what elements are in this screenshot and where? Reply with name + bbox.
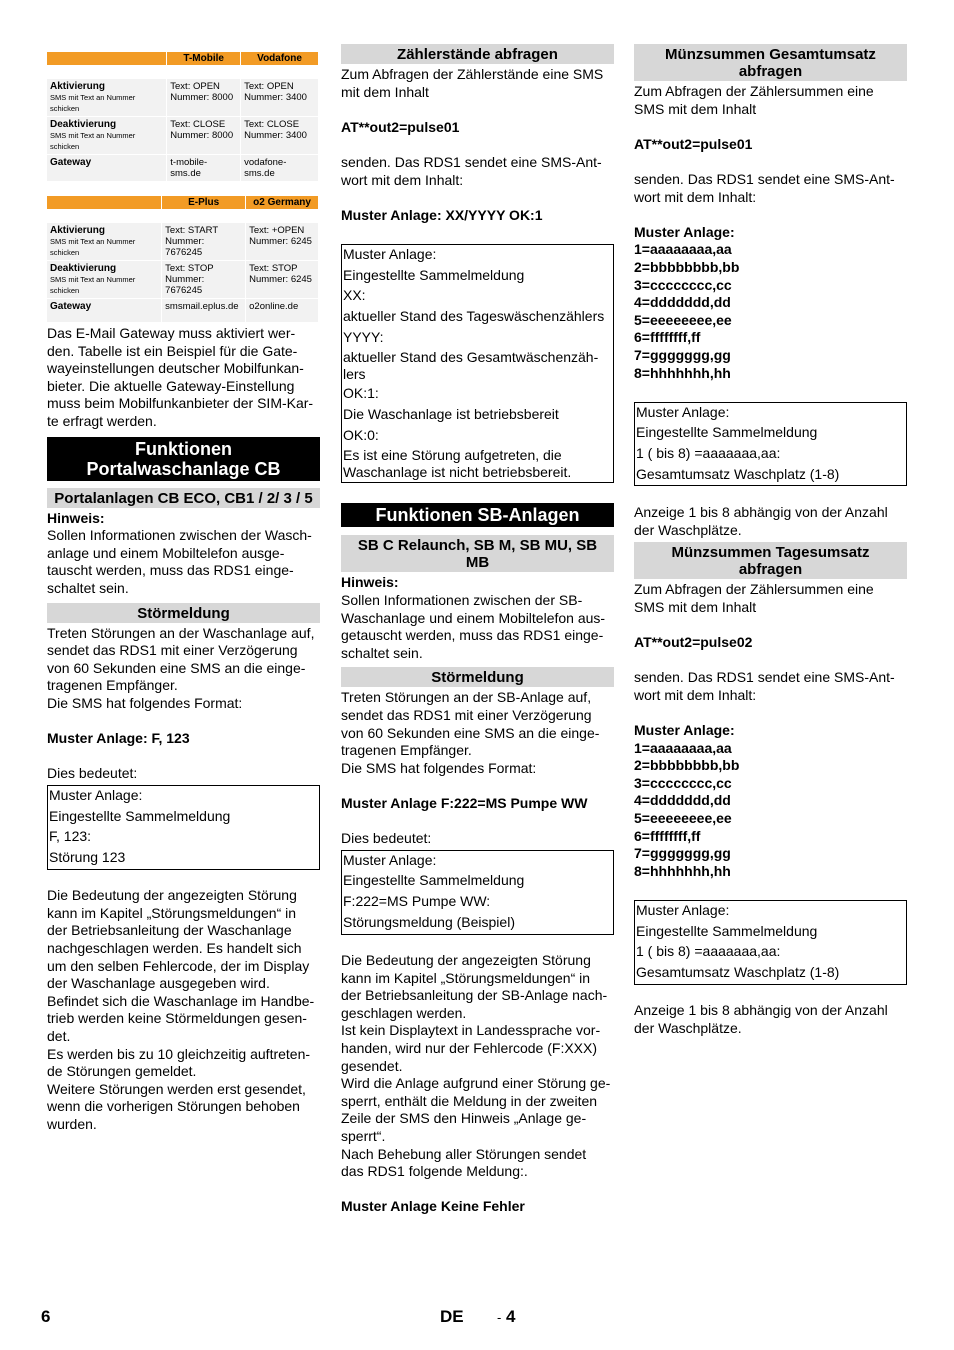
tagesumsatz-table bbox=[634, 900, 907, 985]
section-title-portal: Funktionen Portalwaschanlage CB bbox=[47, 437, 320, 481]
meaning-row: F, 123: bbox=[49, 828, 92, 845]
gateway-table-header bbox=[47, 196, 319, 209]
row-label: Aktivierung bbox=[50, 81, 106, 92]
hint-text: Sollen Informationen zwischen der SB- Waschanlage und einem Mobiltelefon aus- getauscht werden, muss das RDS1 einge- schaltet sein. bbox=[341, 592, 606, 661]
provider-name: E-Plus bbox=[162, 196, 246, 209]
tagesumsatz-row: Muster Anlage: bbox=[636, 901, 730, 918]
tagesumsatz-row: 1 ( bis 8) =aaaaaaa,aa: bbox=[636, 943, 781, 960]
cell: Text: STOP Nummer: 7676245 bbox=[162, 261, 246, 299]
gesamtumsatz-muster: Muster Anlage: 1=aaaaaaaa,aa 2=bbbbbbbb,bb 3=cccccccc,cc 4=ddddddd,dd 5=eeeeeeee,ee 6=ffffffff,ff 7=ggggggg,gg 8=hhhhhhh,hh bbox=[634, 223, 740, 381]
zaehler-table bbox=[341, 244, 614, 484]
gateway-row bbox=[47, 117, 319, 155]
cell: Text: START Nummer: 7676245 bbox=[162, 223, 246, 261]
cell: o2online.de bbox=[246, 299, 319, 323]
subsection-title-sb: SB C Relaunch, SB M, SB MU, SB MB bbox=[341, 535, 614, 572]
cell: t-mobile- sms.de bbox=[167, 155, 241, 182]
hint-label: Hinweis: bbox=[47, 509, 105, 526]
stoermeldung-title: Störmeldung bbox=[47, 603, 320, 623]
language-code: DE bbox=[440, 1307, 464, 1326]
gesamtumsatz-command: AT**out2=pulse01 bbox=[634, 135, 753, 152]
bedeutet-label: Dies bedeutet: bbox=[47, 765, 138, 782]
zaehler-row: Muster Anlage: bbox=[343, 245, 437, 262]
cell: Text: CLOSE Nummer: 3400 bbox=[241, 117, 319, 155]
gateway-table-1 bbox=[47, 52, 319, 182]
tagesumsatz-title: Münzsummen Tagesumsatz abfragen bbox=[634, 542, 907, 579]
zaehler-intro: Zum Abfragen der Zählerstände eine SMS mit dem Inhalt bbox=[341, 66, 604, 100]
stoermeldung-outro: Die Bedeutung der angezeigten Störung kann im Kapitel „Störungsmeldungen“ in der Betriebsanleitung der Waschanlage nachgeschlagen werden. Es handelt sich um den selben Fehlercode, der im Display der Waschanlage ausgegeben wird. Befindet sich die Waschanlage im Handbe- trieb werden keine Störmeldungen gesen- det. Es werden bis zu 10 gleichzeitig auftreten- de Störungen gemeldet. Weitere Störungen werden erst gesendet, wenn die vorherigen Störungen behoben wurden. bbox=[47, 887, 315, 1132]
column-left bbox=[47, 44, 320, 1134]
hint-label: Hinweis: bbox=[341, 574, 399, 591]
meaning-table bbox=[341, 850, 614, 935]
row-sublabel: SMS mit Text an Nummer schicken bbox=[50, 131, 136, 151]
cell: Text: OPEN Nummer: 3400 bbox=[241, 79, 319, 117]
stoermeldung-title: Störmeldung bbox=[341, 667, 614, 687]
zaehler-row: aktueller Stand des Tageswäschenzählers bbox=[343, 308, 605, 324]
cell: smsmail.eplus.de bbox=[162, 299, 246, 323]
zaehler-row: YYYY: bbox=[343, 328, 384, 345]
zaehler-row: Eingestellte Sammelmeldung bbox=[343, 266, 525, 283]
gesamtumsatz-row: Muster Anlage: bbox=[636, 403, 730, 420]
gesamtumsatz-send: senden. Das RDS1 sendet eine SMS-Ant- wort mit dem Inhalt: bbox=[634, 170, 895, 205]
footer-subpage: 4 bbox=[506, 1307, 516, 1326]
meaning-row: Muster Anlage: bbox=[343, 851, 437, 868]
stoermeldung-text: Treten Störungen an der Waschanlage auf, sendet das RDS1 mit einer Verzögerung von 60 Sekunden eine SMS an die einge- tragenen Empfänger. Die SMS hat folgendes Format: bbox=[47, 624, 315, 711]
provider-name: o2 Germany bbox=[246, 196, 319, 209]
zaehler-row: aktueller Stand des Gesamtwäschenzäh- lers bbox=[343, 349, 599, 383]
cell: Text: OPEN Nummer: 8000 bbox=[167, 79, 241, 117]
meaning-row: Eingestellte Sammelmeldung bbox=[49, 807, 231, 824]
meaning-row: F:222=MS Pumpe WW: bbox=[343, 893, 491, 910]
row-sublabel: SMS mit Text an Nummer schicken bbox=[50, 237, 136, 257]
meaning-row: Eingestellte Sammelmeldung bbox=[343, 872, 525, 889]
gesamtumsatz-row: Gesamtumsatz Waschplatz (1-8) bbox=[636, 465, 840, 482]
page-number: 6 bbox=[41, 1307, 51, 1326]
gateway-row bbox=[47, 261, 319, 299]
tagesumsatz-row: Gesamtumsatz Waschplatz (1-8) bbox=[636, 963, 840, 980]
row-label: Deaktivierung bbox=[50, 119, 117, 130]
muster-line: Muster Anlage F:222=MS Pumpe WW bbox=[341, 794, 588, 811]
muster-line: Muster Anlage: F, 123 bbox=[47, 730, 190, 747]
tagesumsatz-muster: Muster Anlage: 1=aaaaaaaa,aa 2=bbbbbbbb,bb 3=cccccccc,cc 4=ddddddd,dd 5=eeeeeeee,ee 6=ffffffff,ff 7=ggggggg,gg 8=hhhhhhh,hh bbox=[634, 721, 740, 879]
gesamtumsatz-row: Eingestellte Sammelmeldung bbox=[636, 424, 818, 441]
zaehler-row: OK:1: bbox=[343, 385, 379, 402]
gateway-row bbox=[47, 299, 319, 323]
zaehler-muster: Muster Anlage: XX/YYYY OK:1 bbox=[341, 206, 543, 223]
zaehler-title: Zählerstände abfragen bbox=[341, 44, 614, 64]
cell: Text: CLOSE Nummer: 8000 bbox=[167, 117, 241, 155]
tagesumsatz-row: Eingestellte Sammelmeldung bbox=[636, 922, 818, 939]
meaning-row: Muster Anlage: bbox=[49, 786, 143, 803]
gateway-row bbox=[47, 155, 319, 182]
final-muster-line: Muster Anlage Keine Fehler bbox=[341, 1198, 525, 1215]
gesamtumsatz-row: 1 ( bis 8) =aaaaaaa,aa: bbox=[636, 445, 781, 462]
bedeutet-label: Dies bedeutet: bbox=[341, 830, 432, 847]
row-label: Aktivierung bbox=[50, 225, 106, 236]
column-middle bbox=[341, 44, 614, 1216]
section-title-sb: Funktionen SB-Anlagen bbox=[341, 503, 614, 527]
hint-text: Sollen Informationen zwischen der Wasch- anlage und einem Mobiltelefon ausge- tauscht werden, muss das RDS1 einge- schaltet sein. bbox=[47, 527, 312, 596]
provider-name: Vodafone bbox=[241, 52, 319, 65]
tagesumsatz-command: AT**out2=pulse02 bbox=[634, 634, 753, 650]
row-label: Deaktivierung bbox=[50, 263, 117, 274]
gesamtumsatz-intro: Zum Abfragen der Zählersummen eine SMS mit dem Inhalt bbox=[634, 83, 874, 117]
gesamtumsatz-title: Münzsummen Gesamtumsatz abfragen bbox=[634, 44, 907, 81]
subsection-title-portal: Portalanlagen CB ECO, CB1 / 2/ 3 / 5 bbox=[47, 488, 320, 508]
tagesumsatz-note: Anzeige 1 bis 8 abhängig von der Anzahl der Waschplätze. bbox=[634, 1002, 888, 1036]
cell: vodafone- sms.de bbox=[241, 155, 319, 182]
stoermeldung-text: Treten Störungen an der SB-Anlage auf, sendet das RDS1 mit einer Verzögerung von 60 Sekunden eine SMS an die einge- tragenen Empfänger. Die SMS hat folgendes Format: bbox=[341, 689, 600, 776]
gateway-row bbox=[47, 223, 319, 261]
cell: Text: STOP Nummer: 6245 bbox=[246, 261, 319, 299]
meaning-row: Störungsmeldung (Beispiel) bbox=[343, 913, 515, 930]
tagesumsatz-send: senden. Das RDS1 sendet eine SMS-Ant- wort mit dem Inhalt: bbox=[634, 669, 895, 703]
meaning-row: Störung 123 bbox=[49, 848, 126, 865]
row-sublabel: SMS mit Text an Nummer schicken bbox=[50, 93, 136, 113]
zaehler-command: AT**out2=pulse01 bbox=[341, 118, 460, 135]
column-right bbox=[634, 44, 907, 1037]
meaning-table bbox=[47, 785, 320, 870]
gesamtumsatz-table bbox=[634, 402, 907, 487]
zaehler-row: OK:0: bbox=[343, 426, 379, 443]
row-label: Gateway bbox=[50, 157, 92, 168]
row-sublabel: SMS mit Text an Nummer schicken bbox=[50, 275, 136, 295]
cell: Text: +OPEN Nummer: 6245 bbox=[246, 223, 319, 261]
gateway-table-header bbox=[47, 52, 319, 65]
footer-separator: - bbox=[497, 1310, 502, 1325]
zaehler-send: senden. Das RDS1 sendet eine SMS-Ant- wort mit dem Inhalt: bbox=[341, 153, 602, 188]
stoermeldung-outro: Die Bedeutung der angezeigten Störung kann im Kapitel „Störungsmeldungen“ in der Betriebsanleitung der SB-Anlage nach- geschlagen werden. Ist kein Displaytext in Landessprache vor- handen, wird nur der Fehlercode (F:XXX) gesendet. Wird die Anlage aufgrund einer Störung ge- sperrt, enthält die Meldung in der zweiten Zeile der SMS den Hinweis „Anlage ge- sperrt“. Nach Behebung aller Störungen sendet das RDS1 folgende Meldung:. bbox=[341, 952, 611, 1180]
row-label: Gateway bbox=[50, 301, 92, 312]
gateway-row bbox=[47, 79, 319, 117]
tagesumsatz-intro: Zum Abfragen der Zählersummen eine SMS mit dem Inhalt bbox=[634, 581, 874, 615]
gateway-intro-text: Das E-Mail Gateway muss aktiviert wer- den. Tabelle ist ein Beispiel für die Gate- wayeinstellungen deutscher Mobilfunkan- bieter. Die aktuelle Gateway-Einstellung muss beim Mobilfunkanbieter der SIM-Kar- te erfragt werden. bbox=[47, 325, 314, 429]
gesamtumsatz-note: Anzeige 1 bis 8 abhängig von der Anzahl der Waschplätze. bbox=[634, 504, 888, 538]
zaehler-row: Die Waschanlage ist betriebsbereit bbox=[343, 406, 559, 423]
zaehler-row: XX: bbox=[343, 287, 366, 304]
zaehler-row: Es ist eine Störung aufgetreten, die Waschanlage ist nicht betriebsbereit. bbox=[343, 447, 572, 481]
provider-name: T-Mobile bbox=[167, 52, 241, 65]
gateway-table-2 bbox=[47, 196, 319, 323]
